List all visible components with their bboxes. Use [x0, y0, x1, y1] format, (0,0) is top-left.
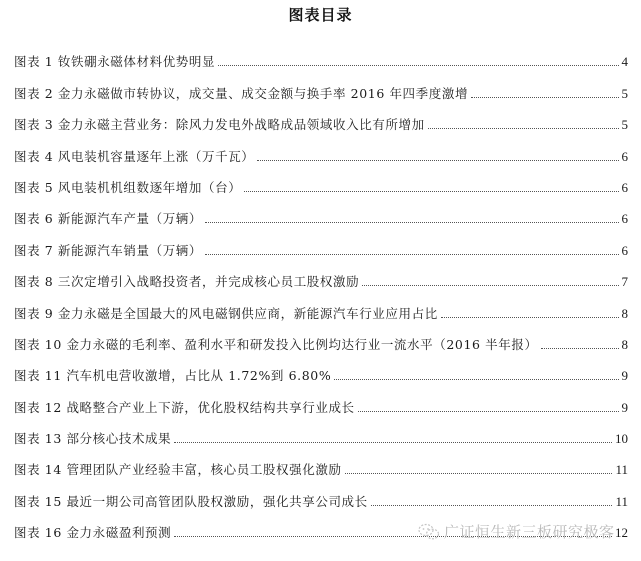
dot-leader	[428, 128, 619, 129]
dot-leader	[205, 222, 618, 223]
toc-entry-6[interactable]	[14, 197, 628, 228]
figure-toc-list	[14, 40, 628, 542]
toc-entry-2[interactable]	[14, 71, 628, 102]
toc-entry-14[interactable]	[14, 448, 628, 479]
toc-entry-label: 图表 14 管理团队产业经验丰富，核心员工股权强化激励	[14, 462, 342, 478]
toc-entry-13[interactable]	[14, 417, 628, 448]
dot-leader	[244, 191, 618, 192]
toc-entry-page: 11	[615, 462, 628, 478]
toc-entry-page: 7	[621, 274, 628, 290]
toc-entry-page: 5	[621, 117, 628, 133]
toc-entry-label: 图表 13 部分核心技术成果	[14, 431, 172, 447]
toc-entry-label: 图表 15 最近一期公司高管团队股权激励，强化共享公司成长	[14, 493, 368, 509]
toc-entry-label: 图表 3 金力永磁主营业务：除风力发电外战略成品领域收入比有所增加	[14, 117, 425, 133]
dot-leader	[205, 254, 618, 255]
toc-entry-label: 图表 11 汽车机电营收激增，占比从 1.72%到 6.80%	[14, 368, 332, 384]
toc-entry-page: 8	[621, 305, 628, 321]
toc-entry-5[interactable]	[14, 166, 628, 197]
toc-entry-page: 12	[615, 525, 628, 541]
toc-entry-page: 6	[621, 242, 628, 258]
toc-entry-label: 图表 10 金力永磁的毛利率、盈利水平和研发投入比例均达行业一流水平（2016 半年报）	[14, 336, 538, 352]
page-title: 图表目录	[288, 6, 353, 24]
toc-entry-10[interactable]	[14, 323, 628, 354]
dot-leader	[257, 160, 618, 161]
toc-entry-label: 图表 6 新能源汽车产量（万辆）	[14, 211, 203, 227]
toc-entry-4[interactable]	[14, 134, 628, 165]
toc-entry-label: 图表 1 钕铁硼永磁体材料优势明显	[14, 54, 216, 70]
dot-leader	[334, 379, 618, 380]
toc-entry-label: 图表 2 金力永磁做市转协议，成交量、成交金额与换手率 2016 年四季度激增	[14, 85, 469, 101]
toc-entry-label: 图表 5 风电装机机组数逐年增加（台）	[14, 179, 242, 195]
toc-entry-label: 图表 7 新能源汽车销量（万辆）	[14, 242, 203, 258]
toc-entry-7[interactable]	[14, 228, 628, 259]
dot-leader	[218, 65, 618, 66]
toc-entry-9[interactable]	[14, 291, 628, 322]
toc-entry-3[interactable]	[14, 103, 628, 134]
dot-leader	[174, 536, 612, 537]
dot-leader	[362, 285, 618, 286]
dot-leader	[441, 317, 619, 318]
toc-entry-page: 6	[621, 211, 628, 227]
toc-entry-label: 图表 16 金力永磁盈利预测	[14, 525, 172, 541]
toc-entry-15[interactable]	[14, 479, 628, 510]
toc-entry-label: 图表 12 战略整合产业上下游，优化股权结构共享行业成长	[14, 399, 355, 415]
toc-entry-1[interactable]	[14, 40, 628, 71]
toc-entry-page: 10	[615, 431, 628, 447]
toc-entry-page: 9	[621, 399, 628, 415]
toc-entry-12[interactable]	[14, 385, 628, 416]
dot-leader	[471, 97, 618, 98]
toc-entry-page: 4	[621, 54, 628, 70]
dot-leader	[174, 442, 612, 443]
dot-leader	[358, 411, 619, 412]
dot-leader	[541, 348, 619, 349]
toc-entry-page: 6	[621, 179, 628, 195]
toc-entry-16[interactable]	[14, 511, 628, 542]
toc-entry-label: 图表 4 风电装机容量逐年上涨（万千瓦）	[14, 148, 255, 164]
toc-entry-11[interactable]	[14, 354, 628, 385]
toc-entry-page: 9	[621, 368, 628, 384]
toc-entry-page: 6	[621, 148, 628, 164]
toc-entry-label: 图表 9 金力永磁是全国最大的风电磁钢供应商，新能源汽车行业应用占比	[14, 305, 438, 321]
toc-entry-8[interactable]	[14, 260, 628, 291]
toc-entry-page: 11	[615, 493, 628, 509]
toc-entry-label: 图表 8 三次定增引入战略投资者，并完成核心员工股权激励	[14, 274, 360, 290]
dot-leader	[345, 473, 613, 474]
watermark-text: 广证恒生新三板研究极客	[444, 523, 615, 541]
toc-entry-page: 8	[621, 336, 628, 352]
dot-leader	[371, 505, 613, 506]
toc-entry-page: 5	[621, 85, 628, 101]
